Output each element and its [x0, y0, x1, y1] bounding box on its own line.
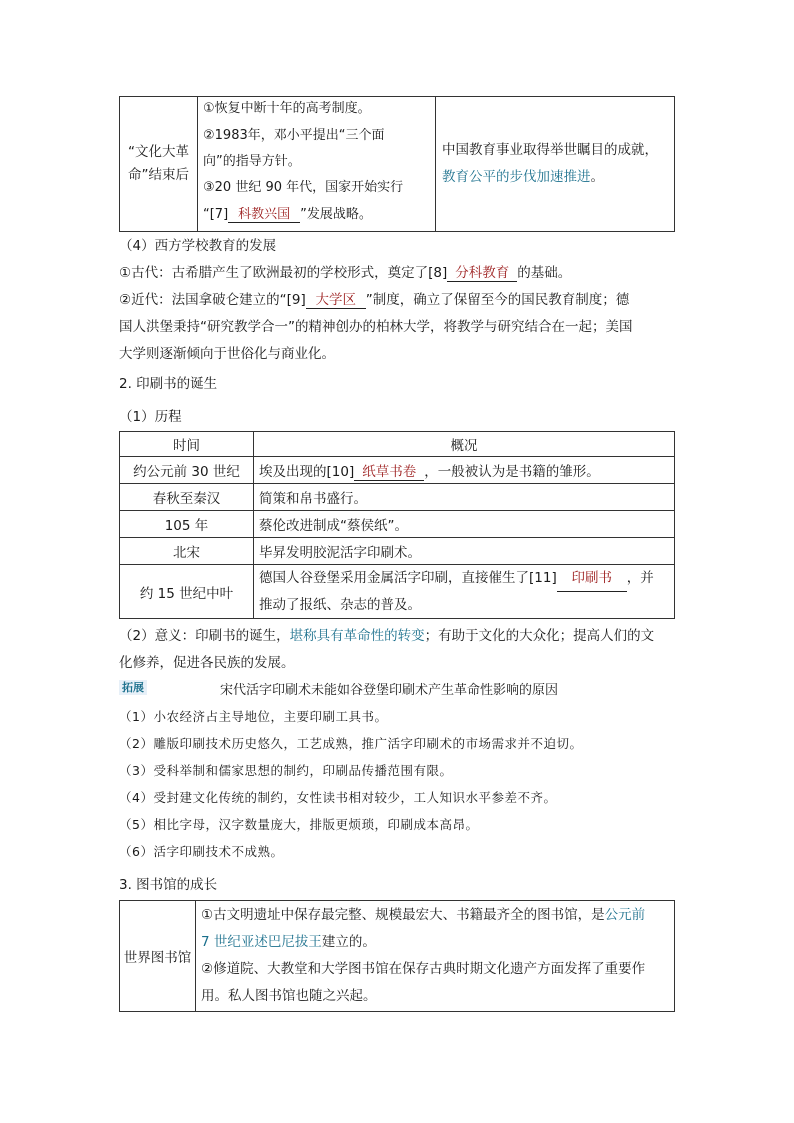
library-line-3: ②修道院、大教堂和大学图书馆在保存古典时期文化遗产方面发挥了重要作 [201, 961, 646, 977]
answer-9: 大学区 [306, 288, 366, 309]
library-line-2 [201, 929, 674, 956]
blank-7-label: “[7] [203, 207, 229, 222]
col-header-overview: 概况 [254, 432, 675, 457]
result-period: 。 [590, 169, 604, 185]
library-text-2: 建立的。 [321, 934, 376, 950]
extension-title: 宋代活字印刷术未能如谷登堡印刷术产生革命性影响的原因 [220, 683, 559, 698]
row-overview: 毕昇发明胶泥活字印刷术。 [254, 538, 675, 565]
modern-tail: ”制度，确立了保留至今的国民教育制度；德 [365, 292, 630, 308]
modern-text: ②近代：法国拿破仑建立的“[9] [119, 292, 306, 308]
measures-cell [198, 97, 436, 232]
meaning-label: （2）意义：印刷书的诞生， [119, 628, 290, 644]
row-overview [254, 565, 675, 619]
measure-2b: 向”的指导方针。 [203, 154, 301, 169]
row-time: 约公元前 30 世纪 [120, 457, 254, 484]
row-time: 105 年 [120, 511, 254, 538]
overview-text: 德国人谷登堡采用金属活字印刷，直接催生了[11] [259, 570, 557, 586]
answer-10: 纸草书卷 [354, 460, 424, 481]
library-highlight-2: 7 世纪亚述巴尼拔王 [201, 934, 322, 950]
col-header-time: 时间 [120, 432, 254, 457]
meaning-tail: ；有助于文化的大众化；提高人们的文 [424, 628, 655, 644]
table-row [120, 484, 675, 511]
measure-3a: ③20 世纪 90 年代，国家开始实行 [203, 180, 404, 195]
library-label: 世界图书馆 [120, 901, 196, 1012]
row-time: 春秋至秦汉 [120, 484, 254, 511]
row-overview: 蔡伦改进制成“蔡侯纸”。 [254, 511, 675, 538]
library-table [119, 900, 675, 1012]
ancient-tail: 的基础。 [517, 265, 572, 281]
section-2-sub: （1）历程 [119, 409, 182, 425]
overview-text: 埃及出现的[10] [259, 463, 355, 480]
extension-item: （2）雕版印刷技术历史悠久，工艺成熟，推广活字印刷术的市场需求并不迫切。 [119, 736, 583, 751]
library-highlight-1: 公元前 [604, 907, 646, 923]
row-time: 北宋 [120, 538, 254, 565]
meaning-line-1 [119, 624, 654, 644]
row-overview: 简策和帛书盛行。 [254, 484, 675, 511]
result-line-1: 中国教育事业取得举世瞩目的成就， [442, 142, 658, 158]
section-3-heading: 3. 图书馆的成长 [119, 877, 218, 893]
extension-tag: 拓展 [119, 680, 147, 695]
period-line-1: “文化大革 [128, 144, 189, 160]
library-text-1: ①古文明遗址中保存最完整、规模最宏大、书籍最齐全的图书馆，是 [201, 907, 605, 923]
overview-line-2: 推动了报纸、杂志的普及。 [259, 597, 421, 613]
table-row [120, 457, 675, 484]
row-time: 约 15 世纪中叶 [120, 565, 254, 619]
reform-table [119, 96, 675, 232]
extension-item: （5）相比字母，汉字数量庞大，排版更烦琐，印刷成本高昂。 [119, 817, 479, 832]
table-row [120, 565, 675, 619]
row-overview [254, 457, 675, 484]
measure-3b [203, 203, 372, 223]
section-2-heading: 2. 印刷书的诞生 [119, 376, 218, 392]
measure-3-tail: ”发展战略。 [300, 207, 372, 222]
table-row [120, 511, 675, 538]
period-line-2: 命”结束后 [128, 167, 189, 183]
period-cell [120, 97, 198, 232]
answer-11: 印刷书 [557, 565, 627, 592]
extension-item: （4）受封建文化传统的制约，女性读书相对较少，工人知识水平参差不齐。 [119, 790, 557, 805]
western-modern-1 [119, 288, 629, 309]
measure-1: ①恢复中断十年的高考制度。 [203, 101, 371, 116]
library-content [196, 901, 675, 1012]
meaning-line-2: 化修养，促进各民族的发展。 [119, 655, 295, 671]
extension-item: （6）活字印刷技术不成熟。 [119, 844, 284, 859]
library-line-1 [201, 902, 674, 929]
western-modern-2: 国人洪堡秉持“研究教学合一”的精神创办的柏林大学，将教学与研究结合在一起；美国 [119, 319, 633, 335]
table-row [120, 538, 675, 565]
overview-tail: ，并 [626, 570, 654, 586]
measure-2a: ②1983年，邓小平提出“三个面 [203, 128, 385, 143]
extension-item: （1）小农经济占主导地位，主要印刷工具书。 [119, 709, 388, 724]
printing-history-table [119, 431, 675, 619]
answer-7: 科教兴国 [228, 203, 300, 223]
result-line-2 [442, 164, 674, 191]
western-modern-3: 大学则逐渐倾向于世俗化与商业化。 [119, 346, 335, 362]
result-highlight: 教育公平的步伐加速推进 [442, 169, 591, 185]
result-cell [436, 97, 675, 232]
overview-tail: ，一般被认为是书籍的雏形。 [424, 463, 600, 480]
meaning-highlight: 堪称具有革命性的转变 [289, 628, 425, 644]
extension-item: （3）受科举制和儒家思想的制约，印刷品传播范围有限。 [119, 763, 453, 778]
library-line-4: 用。私人图书馆也随之兴起。 [201, 988, 377, 1004]
western-heading: （4）西方学校教育的发展 [119, 238, 277, 254]
answer-8: 分科教育 [447, 261, 517, 282]
ancient-text: ①古代：古希腊产生了欧洲最初的学校形式，奠定了[8] [119, 265, 448, 281]
western-ancient [119, 261, 571, 282]
